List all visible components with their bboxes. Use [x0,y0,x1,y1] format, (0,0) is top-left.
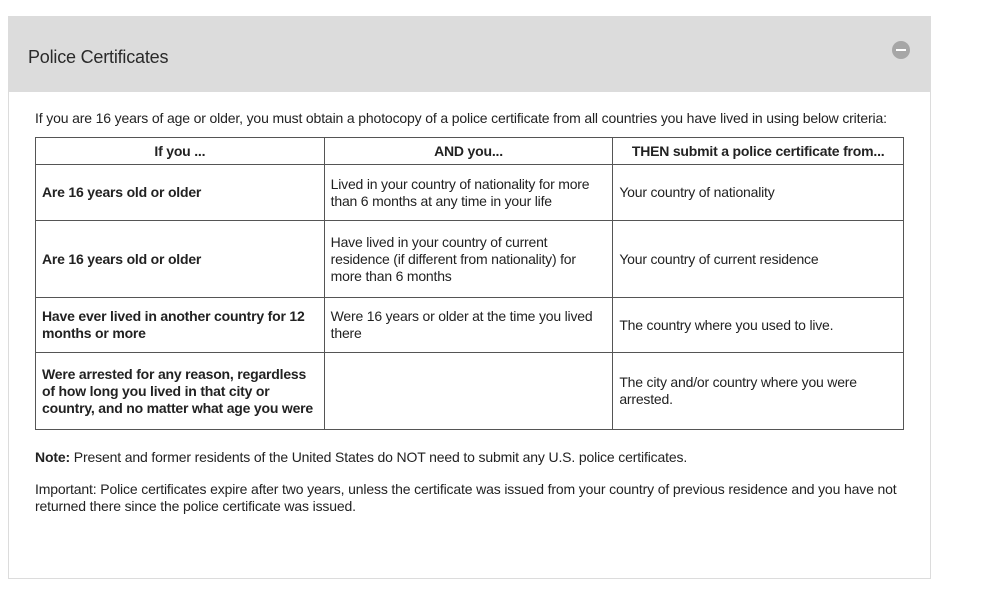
table-row [36,221,904,298]
panel-header[interactable] [9,17,930,92]
table-cell: The city and/or country where you were arrested. [613,353,904,430]
column-header-and-you: AND you... [324,138,613,165]
table-row [36,298,904,353]
table-cell: Have lived in your country of current residence (if different from nationality) for more than 6 months [324,221,613,298]
table-cell: Lived in your country of nationality for more than 6 months at any time in your life [324,165,613,221]
table-cell: Were arrested for any reason, regardless of how long you lived in that city or country, and no matter what age you were [36,353,325,430]
table-cell: Your country of current residence [613,221,904,298]
note-text [35,449,915,466]
intro-text: If you are 16 years of age or older, you must obtain a photocopy of a police certificate from all countries you have lived in using below criteria: [35,110,887,126]
important-text: Important: Police certificates expire after two years, unless the certificate was issued from your country of previous residence and you have not returned there since the police certificate was issued. [35,481,897,514]
table-header-row [36,138,904,165]
table-cell: The country where you used to live. [613,298,904,353]
collapse-minus-icon[interactable] [892,41,910,59]
table-cell [324,353,613,430]
table-cell: Were 16 years or older at the time you lived there [324,298,613,353]
note-body: Present and former residents of the United States do NOT need to submit any U.S. police certificates. [70,449,688,465]
panel-title: Police Certificates [28,47,169,67]
column-header-if-you: If you ... [36,138,325,165]
table-cell: Are 16 years old or older [36,165,325,221]
criteria-table [35,137,904,430]
column-header-then-submit: THEN submit a police certificate from... [613,138,904,165]
panel-body [35,110,915,515]
table-row [36,165,904,221]
table-row [36,353,904,430]
table-cell: Have ever lived in another country for 12 months or more [36,298,325,353]
note-label: Note: [35,449,71,465]
table-cell: Are 16 years old or older [36,221,325,298]
table-cell: Your country of nationality [613,165,904,221]
police-certificates-panel [8,16,931,579]
